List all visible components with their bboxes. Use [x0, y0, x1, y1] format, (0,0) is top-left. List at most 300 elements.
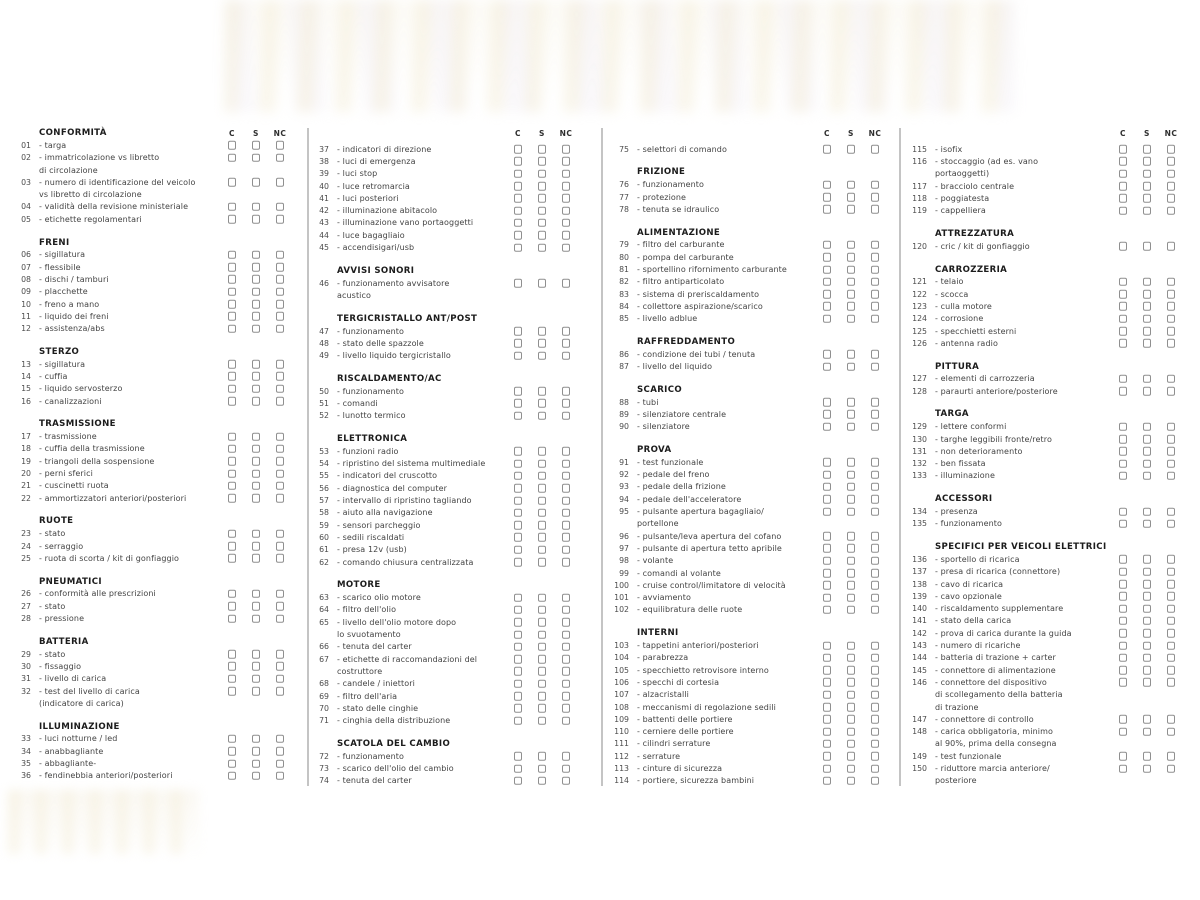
checkbox-s[interactable]: [538, 643, 547, 652]
checkbox-s[interactable]: [1143, 157, 1152, 166]
checkbox-c[interactable]: [514, 752, 523, 761]
checkbox-s[interactable]: [252, 482, 261, 491]
checkbox-c[interactable]: [823, 193, 832, 202]
checkbox-s[interactable]: [538, 484, 547, 493]
checkbox-c[interactable]: [823, 423, 832, 432]
checkbox-c[interactable]: [514, 509, 523, 518]
checkbox-s[interactable]: [847, 410, 856, 419]
checkbox-s[interactable]: [1143, 472, 1152, 481]
checkbox-nc[interactable]: [871, 265, 880, 274]
checkbox-s[interactable]: [252, 614, 261, 623]
checkbox-nc[interactable]: [562, 606, 571, 615]
checkbox-nc[interactable]: [1167, 145, 1176, 154]
checkbox-nc[interactable]: [1167, 604, 1176, 613]
checkbox-nc[interactable]: [871, 581, 880, 590]
checkbox-nc[interactable]: [562, 692, 571, 701]
checkbox-c[interactable]: [228, 602, 237, 611]
checkbox-c[interactable]: [823, 777, 832, 786]
checkbox-c[interactable]: [228, 263, 237, 272]
checkbox-c[interactable]: [823, 581, 832, 590]
checkbox-nc[interactable]: [871, 193, 880, 202]
checkbox-c[interactable]: [1119, 555, 1128, 564]
checkbox-s[interactable]: [538, 169, 547, 178]
checkbox-c[interactable]: [823, 253, 832, 262]
checkbox-s[interactable]: [1143, 327, 1152, 336]
checkbox-nc[interactable]: [562, 546, 571, 555]
checkbox-nc[interactable]: [562, 399, 571, 408]
checkbox-c[interactable]: [1119, 592, 1128, 601]
checkbox-s[interactable]: [1143, 764, 1152, 773]
checkbox-nc[interactable]: [562, 667, 571, 676]
checkbox-nc[interactable]: [562, 643, 571, 652]
checkbox-s[interactable]: [1143, 592, 1152, 601]
checkbox-nc[interactable]: [562, 279, 571, 288]
checkbox-s[interactable]: [847, 569, 856, 578]
checkbox-c[interactable]: [228, 432, 237, 441]
checkbox-s[interactable]: [1143, 604, 1152, 613]
checkbox-s[interactable]: [847, 193, 856, 202]
checkbox-s[interactable]: [252, 674, 261, 683]
checkbox-nc[interactable]: [276, 397, 285, 406]
checkbox-c[interactable]: [514, 521, 523, 530]
checkbox-s[interactable]: [252, 397, 261, 406]
checkbox-c[interactable]: [228, 735, 237, 744]
checkbox-c[interactable]: [823, 666, 832, 675]
checkbox-s[interactable]: [847, 423, 856, 432]
checkbox-nc[interactable]: [1167, 678, 1176, 687]
checkbox-s[interactable]: [1143, 387, 1152, 396]
checkbox-s[interactable]: [252, 445, 261, 454]
checkbox-s[interactable]: [847, 581, 856, 590]
checkbox-s[interactable]: [538, 206, 547, 215]
checkbox-nc[interactable]: [562, 339, 571, 348]
checkbox-c[interactable]: [514, 219, 523, 228]
checkbox-s[interactable]: [1143, 617, 1152, 626]
checkbox-nc[interactable]: [871, 470, 880, 479]
checkbox-nc[interactable]: [276, 469, 285, 478]
checkbox-c[interactable]: [514, 533, 523, 542]
checkbox-s[interactable]: [847, 483, 856, 492]
checkbox-c[interactable]: [228, 650, 237, 659]
checkbox-nc[interactable]: [562, 387, 571, 396]
checkbox-s[interactable]: [252, 530, 261, 539]
checkbox-c[interactable]: [514, 351, 523, 360]
checkbox-c[interactable]: [823, 740, 832, 749]
checkbox-nc[interactable]: [562, 716, 571, 725]
checkbox-s[interactable]: [1143, 654, 1152, 663]
checkbox-nc[interactable]: [1167, 568, 1176, 577]
checkbox-c[interactable]: [1119, 339, 1128, 348]
checkbox-nc[interactable]: [276, 432, 285, 441]
checkbox-s[interactable]: [538, 752, 547, 761]
checkbox-nc[interactable]: [871, 314, 880, 323]
checkbox-nc[interactable]: [276, 735, 285, 744]
checkbox-s[interactable]: [847, 740, 856, 749]
checkbox-s[interactable]: [538, 606, 547, 615]
checkbox-c[interactable]: [823, 145, 832, 154]
checkbox-nc[interactable]: [1167, 472, 1176, 481]
checkbox-nc[interactable]: [1167, 314, 1176, 323]
checkbox-nc[interactable]: [562, 206, 571, 215]
checkbox-c[interactable]: [823, 241, 832, 250]
checkbox-s[interactable]: [538, 194, 547, 203]
checkbox-s[interactable]: [538, 716, 547, 725]
checkbox-s[interactable]: [847, 495, 856, 504]
checkbox-nc[interactable]: [276, 215, 285, 224]
checkbox-s[interactable]: [847, 350, 856, 359]
checkbox-c[interactable]: [823, 507, 832, 516]
checkbox-s[interactable]: [847, 302, 856, 311]
checkbox-s[interactable]: [1143, 375, 1152, 384]
checkbox-c[interactable]: [823, 350, 832, 359]
checkbox-c[interactable]: [1119, 715, 1128, 724]
checkbox-c[interactable]: [1119, 387, 1128, 396]
checkbox-nc[interactable]: [562, 533, 571, 542]
checkbox-c[interactable]: [514, 387, 523, 396]
checkbox-nc[interactable]: [1167, 206, 1176, 215]
checkbox-s[interactable]: [847, 458, 856, 467]
checkbox-nc[interactable]: [871, 727, 880, 736]
checkbox-nc[interactable]: [562, 327, 571, 336]
checkbox-s[interactable]: [1143, 339, 1152, 348]
checkbox-nc[interactable]: [276, 614, 285, 623]
checkbox-s[interactable]: [538, 777, 547, 786]
checkbox-c[interactable]: [514, 777, 523, 786]
checkbox-s[interactable]: [252, 178, 261, 187]
checkbox-nc[interactable]: [276, 530, 285, 539]
checkbox-nc[interactable]: [276, 772, 285, 781]
checkbox-c[interactable]: [514, 157, 523, 166]
checkbox-c[interactable]: [514, 412, 523, 421]
checkbox-nc[interactable]: [276, 687, 285, 696]
checkbox-nc[interactable]: [276, 300, 285, 309]
checkbox-s[interactable]: [538, 618, 547, 627]
checkbox-c[interactable]: [823, 764, 832, 773]
checkbox-c[interactable]: [514, 546, 523, 555]
checkbox-c[interactable]: [228, 469, 237, 478]
checkbox-c[interactable]: [514, 484, 523, 493]
checkbox-nc[interactable]: [1167, 459, 1176, 468]
checkbox-nc[interactable]: [276, 457, 285, 466]
checkbox-c[interactable]: [514, 679, 523, 688]
checkbox-nc[interactable]: [1167, 641, 1176, 650]
checkbox-nc[interactable]: [871, 715, 880, 724]
checkbox-s[interactable]: [538, 496, 547, 505]
checkbox-s[interactable]: [847, 557, 856, 566]
checkbox-nc[interactable]: [562, 558, 571, 567]
checkbox-c[interactable]: [228, 385, 237, 394]
checkbox-c[interactable]: [514, 606, 523, 615]
checkbox-nc[interactable]: [871, 641, 880, 650]
checkbox-c[interactable]: [514, 182, 523, 191]
checkbox-s[interactable]: [538, 472, 547, 481]
checkbox-nc[interactable]: [276, 203, 285, 212]
checkbox-c[interactable]: [514, 194, 523, 203]
checkbox-nc[interactable]: [1167, 423, 1176, 432]
checkbox-c[interactable]: [228, 312, 237, 321]
checkbox-s[interactable]: [538, 630, 547, 639]
checkbox-nc[interactable]: [562, 521, 571, 530]
checkbox-nc[interactable]: [871, 678, 880, 687]
checkbox-s[interactable]: [1143, 520, 1152, 529]
checkbox-nc[interactable]: [871, 278, 880, 287]
checkbox-c[interactable]: [228, 687, 237, 696]
checkbox-c[interactable]: [823, 727, 832, 736]
checkbox-s[interactable]: [538, 521, 547, 530]
checkbox-c[interactable]: [228, 324, 237, 333]
checkbox-s[interactable]: [847, 678, 856, 687]
checkbox-c[interactable]: [1119, 194, 1128, 203]
checkbox-s[interactable]: [1143, 678, 1152, 687]
checkbox-s[interactable]: [252, 494, 261, 503]
checkbox-nc[interactable]: [276, 372, 285, 381]
checkbox-s[interactable]: [847, 265, 856, 274]
checkbox-c[interactable]: [823, 495, 832, 504]
checkbox-nc[interactable]: [1167, 339, 1176, 348]
checkbox-s[interactable]: [1143, 169, 1152, 178]
checkbox-s[interactable]: [847, 690, 856, 699]
checkbox-c[interactable]: [1119, 423, 1128, 432]
checkbox-c[interactable]: [228, 397, 237, 406]
checkbox-nc[interactable]: [871, 777, 880, 786]
checkbox-nc[interactable]: [562, 182, 571, 191]
checkbox-nc[interactable]: [562, 219, 571, 228]
checkbox-s[interactable]: [1143, 145, 1152, 154]
checkbox-c[interactable]: [514, 459, 523, 468]
checkbox-c[interactable]: [514, 655, 523, 664]
checkbox-c[interactable]: [823, 483, 832, 492]
checkbox-nc[interactable]: [276, 141, 285, 150]
checkbox-s[interactable]: [538, 231, 547, 240]
checkbox-c[interactable]: [514, 206, 523, 215]
checkbox-nc[interactable]: [871, 764, 880, 773]
checkbox-c[interactable]: [823, 715, 832, 724]
checkbox-nc[interactable]: [1167, 752, 1176, 761]
checkbox-nc[interactable]: [276, 445, 285, 454]
checkbox-c[interactable]: [1119, 242, 1128, 251]
checkbox-nc[interactable]: [562, 752, 571, 761]
checkbox-s[interactable]: [252, 312, 261, 321]
checkbox-nc[interactable]: [1167, 290, 1176, 299]
checkbox-c[interactable]: [514, 339, 523, 348]
checkbox-c[interactable]: [823, 362, 832, 371]
checkbox-s[interactable]: [252, 287, 261, 296]
checkbox-s[interactable]: [847, 314, 856, 323]
checkbox-nc[interactable]: [276, 482, 285, 491]
checkbox-c[interactable]: [228, 275, 237, 284]
checkbox-s[interactable]: [252, 554, 261, 563]
checkbox-nc[interactable]: [1167, 629, 1176, 638]
checkbox-c[interactable]: [514, 558, 523, 567]
checkbox-s[interactable]: [1143, 314, 1152, 323]
checkbox-nc[interactable]: [562, 764, 571, 773]
checkbox-nc[interactable]: [276, 590, 285, 599]
checkbox-nc[interactable]: [1167, 242, 1176, 251]
checkbox-nc[interactable]: [562, 777, 571, 786]
checkbox-c[interactable]: [823, 606, 832, 615]
checkbox-c[interactable]: [514, 764, 523, 773]
checkbox-s[interactable]: [847, 470, 856, 479]
checkbox-s[interactable]: [538, 387, 547, 396]
checkbox-nc[interactable]: [1167, 727, 1176, 736]
checkbox-s[interactable]: [1143, 727, 1152, 736]
checkbox-s[interactable]: [252, 759, 261, 768]
checkbox-nc[interactable]: [276, 287, 285, 296]
checkbox-s[interactable]: [538, 546, 547, 555]
checkbox-nc[interactable]: [562, 472, 571, 481]
checkbox-c[interactable]: [1119, 472, 1128, 481]
checkbox-nc[interactable]: [1167, 327, 1176, 336]
checkbox-s[interactable]: [252, 772, 261, 781]
checkbox-c[interactable]: [228, 178, 237, 187]
checkbox-nc[interactable]: [562, 243, 571, 252]
checkbox-c[interactable]: [823, 470, 832, 479]
checkbox-s[interactable]: [1143, 278, 1152, 287]
checkbox-s[interactable]: [252, 324, 261, 333]
checkbox-nc[interactable]: [871, 593, 880, 602]
checkbox-s[interactable]: [1143, 423, 1152, 432]
checkbox-nc[interactable]: [562, 679, 571, 688]
checkbox-c[interactable]: [1119, 617, 1128, 626]
checkbox-c[interactable]: [1119, 654, 1128, 663]
checkbox-s[interactable]: [252, 747, 261, 756]
checkbox-nc[interactable]: [871, 398, 880, 407]
checkbox-s[interactable]: [538, 704, 547, 713]
checkbox-c[interactable]: [823, 314, 832, 323]
checkbox-nc[interactable]: [871, 569, 880, 578]
checkbox-s[interactable]: [847, 641, 856, 650]
checkbox-c[interactable]: [823, 410, 832, 419]
checkbox-s[interactable]: [252, 153, 261, 162]
checkbox-s[interactable]: [252, 215, 261, 224]
checkbox-s[interactable]: [847, 532, 856, 541]
checkbox-s[interactable]: [1143, 666, 1152, 675]
checkbox-c[interactable]: [228, 747, 237, 756]
checkbox-c[interactable]: [228, 457, 237, 466]
checkbox-c[interactable]: [823, 458, 832, 467]
checkbox-nc[interactable]: [871, 532, 880, 541]
checkbox-s[interactable]: [847, 362, 856, 371]
checkbox-c[interactable]: [1119, 302, 1128, 311]
checkbox-nc[interactable]: [871, 205, 880, 214]
checkbox-s[interactable]: [1143, 555, 1152, 564]
checkbox-nc[interactable]: [1167, 715, 1176, 724]
checkbox-c[interactable]: [1119, 447, 1128, 456]
checkbox-nc[interactable]: [562, 655, 571, 664]
checkbox-s[interactable]: [538, 412, 547, 421]
checkbox-s[interactable]: [847, 715, 856, 724]
checkbox-s[interactable]: [538, 243, 547, 252]
checkbox-c[interactable]: [1119, 327, 1128, 336]
checkbox-nc[interactable]: [276, 360, 285, 369]
checkbox-s[interactable]: [538, 351, 547, 360]
checkbox-nc[interactable]: [1167, 555, 1176, 564]
checkbox-c[interactable]: [1119, 580, 1128, 589]
checkbox-s[interactable]: [538, 145, 547, 154]
checkbox-nc[interactable]: [1167, 666, 1176, 675]
checkbox-s[interactable]: [1143, 459, 1152, 468]
checkbox-c[interactable]: [1119, 727, 1128, 736]
checkbox-nc[interactable]: [562, 593, 571, 602]
checkbox-nc[interactable]: [871, 241, 880, 250]
checkbox-nc[interactable]: [1167, 302, 1176, 311]
checkbox-nc[interactable]: [562, 509, 571, 518]
checkbox-s[interactable]: [538, 182, 547, 191]
checkbox-c[interactable]: [1119, 678, 1128, 687]
checkbox-c[interactable]: [1119, 520, 1128, 529]
checkbox-nc[interactable]: [276, 542, 285, 551]
checkbox-c[interactable]: [228, 251, 237, 260]
checkbox-s[interactable]: [538, 279, 547, 288]
checkbox-nc[interactable]: [871, 410, 880, 419]
checkbox-s[interactable]: [1143, 580, 1152, 589]
checkbox-s[interactable]: [1143, 641, 1152, 650]
checkbox-s[interactable]: [847, 544, 856, 553]
checkbox-c[interactable]: [1119, 278, 1128, 287]
checkbox-c[interactable]: [514, 618, 523, 627]
checkbox-c[interactable]: [514, 692, 523, 701]
checkbox-s[interactable]: [847, 507, 856, 516]
checkbox-s[interactable]: [1143, 182, 1152, 191]
checkbox-nc[interactable]: [276, 650, 285, 659]
checkbox-c[interactable]: [228, 542, 237, 551]
checkbox-s[interactable]: [252, 385, 261, 394]
checkbox-c[interactable]: [823, 544, 832, 553]
checkbox-s[interactable]: [847, 398, 856, 407]
checkbox-c[interactable]: [1119, 568, 1128, 577]
checkbox-nc[interactable]: [871, 302, 880, 311]
checkbox-s[interactable]: [252, 602, 261, 611]
checkbox-s[interactable]: [538, 679, 547, 688]
checkbox-nc[interactable]: [1167, 507, 1176, 516]
checkbox-nc[interactable]: [871, 544, 880, 553]
checkbox-s[interactable]: [1143, 290, 1152, 299]
checkbox-c[interactable]: [823, 265, 832, 274]
checkbox-s[interactable]: [538, 764, 547, 773]
checkbox-c[interactable]: [228, 614, 237, 623]
checkbox-nc[interactable]: [276, 251, 285, 260]
checkbox-c[interactable]: [823, 569, 832, 578]
checkbox-s[interactable]: [252, 662, 261, 671]
checkbox-s[interactable]: [538, 219, 547, 228]
checkbox-s[interactable]: [847, 727, 856, 736]
checkbox-nc[interactable]: [1167, 617, 1176, 626]
checkbox-c[interactable]: [1119, 507, 1128, 516]
checkbox-nc[interactable]: [1167, 520, 1176, 529]
checkbox-s[interactable]: [847, 703, 856, 712]
checkbox-s[interactable]: [538, 593, 547, 602]
checkbox-nc[interactable]: [871, 606, 880, 615]
checkbox-c[interactable]: [228, 530, 237, 539]
checkbox-nc[interactable]: [871, 740, 880, 749]
checkbox-c[interactable]: [823, 690, 832, 699]
checkbox-nc[interactable]: [562, 157, 571, 166]
checkbox-nc[interactable]: [871, 666, 880, 675]
checkbox-s[interactable]: [1143, 752, 1152, 761]
checkbox-s[interactable]: [252, 141, 261, 150]
checkbox-s[interactable]: [847, 180, 856, 189]
checkbox-s[interactable]: [1143, 715, 1152, 724]
checkbox-nc[interactable]: [276, 385, 285, 394]
checkbox-nc[interactable]: [276, 662, 285, 671]
checkbox-s[interactable]: [847, 654, 856, 663]
checkbox-s[interactable]: [1143, 206, 1152, 215]
checkbox-nc[interactable]: [276, 153, 285, 162]
checkbox-nc[interactable]: [1167, 435, 1176, 444]
checkbox-c[interactable]: [1119, 290, 1128, 299]
checkbox-c[interactable]: [228, 203, 237, 212]
checkbox-c[interactable]: [1119, 764, 1128, 773]
